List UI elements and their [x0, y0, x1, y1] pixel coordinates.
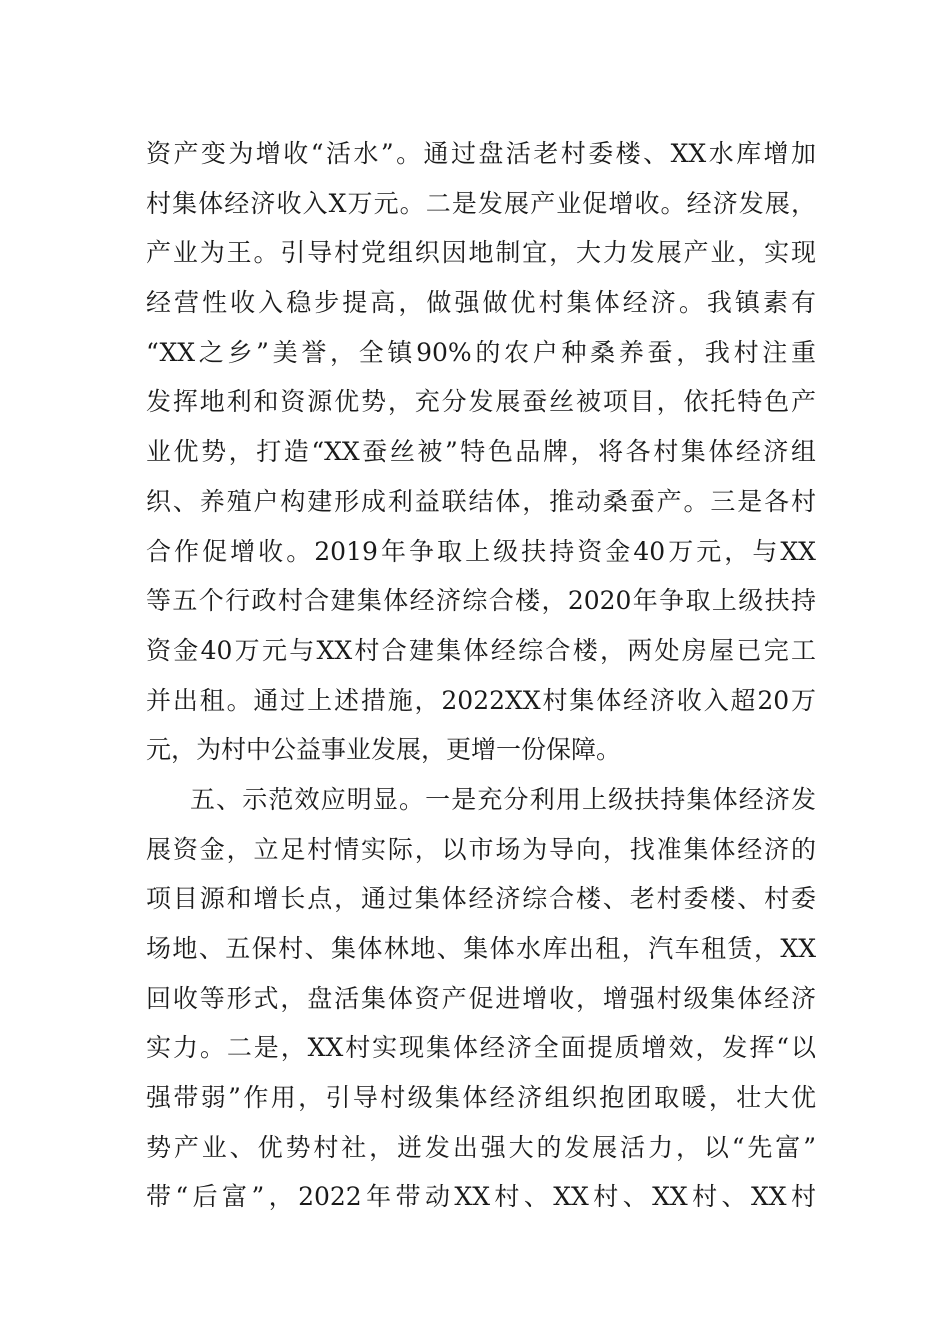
text-line: 合作促增收。2019年争取上级扶持资金40万元，与XX: [146, 536, 816, 566]
text-line: 强带弱”作用，引导村级集体经济组织抱团取暖，壮大优: [146, 1083, 816, 1113]
text-line: 带“后富”，2022年带动XX村、XX村、XX村、XX村: [146, 1182, 816, 1212]
text-line: 场地、五保村、集体林地、集体水库出租，汽车租赁，XX: [146, 934, 816, 963]
text-line: 实力。二是，XX村实现集体经济全面提质增效，发挥“以: [146, 1033, 816, 1063]
text-line: 织、养殖户构建形成利益联结体，推动桑蚕产。三是各村: [146, 486, 816, 516]
text-line: “XX之乡”美誉，全镇90%的农户种桑养蚕，我村注重: [146, 337, 816, 367]
text-line: 业优势，打造“XX蚕丝被”特色品牌，将各村集体经济组: [146, 437, 816, 467]
text-line: 等五个行政村合建集体经济综合楼，2020年争取上级扶持: [146, 586, 816, 616]
paragraph-first-line: 五、示范效应明显。一是充分利用上级扶持集体经济发: [190, 784, 816, 814]
text-line: 发挥地利和资源优势，充分发展蚕丝被项目，依托特色产: [146, 387, 816, 417]
body-text: [146, 129, 816, 1222]
text-line: 并出租。通过上述措施，2022XX村集体经济收入超20万: [146, 685, 816, 715]
text-line: 产业为王。引导村党组织因地制宜，大力发展产业，实现: [146, 238, 816, 268]
text-line: 资金40万元与XX村合建集体经综合楼，两处房屋已完工: [146, 635, 816, 665]
text-line: 回收等形式，盘活集体资产促进增收，增强村级集体经济: [146, 983, 816, 1013]
text-line: 势产业、优势村社，迸发出强大的发展活力，以“先富”: [146, 1132, 816, 1162]
text-line: 项目源和增长点，通过集体经济综合楼、老村委楼、村委: [146, 884, 816, 914]
text-line: 资产变为增收“活水”。通过盘活老村委楼、XX水库增加: [146, 139, 816, 168]
paragraph-last-line: 元，为村中公益事业发展，更增一份保障。: [146, 735, 622, 765]
text-line: 村集体经济收入X万元。二是发展产业促增收。经济发展，: [146, 188, 816, 218]
text-line: 展资金，立足村情实际，以市场为导向，找准集体经济的: [146, 834, 816, 864]
text-line: 经营性收入稳步提高，做强做优村集体经济。我镇素有: [146, 288, 816, 318]
